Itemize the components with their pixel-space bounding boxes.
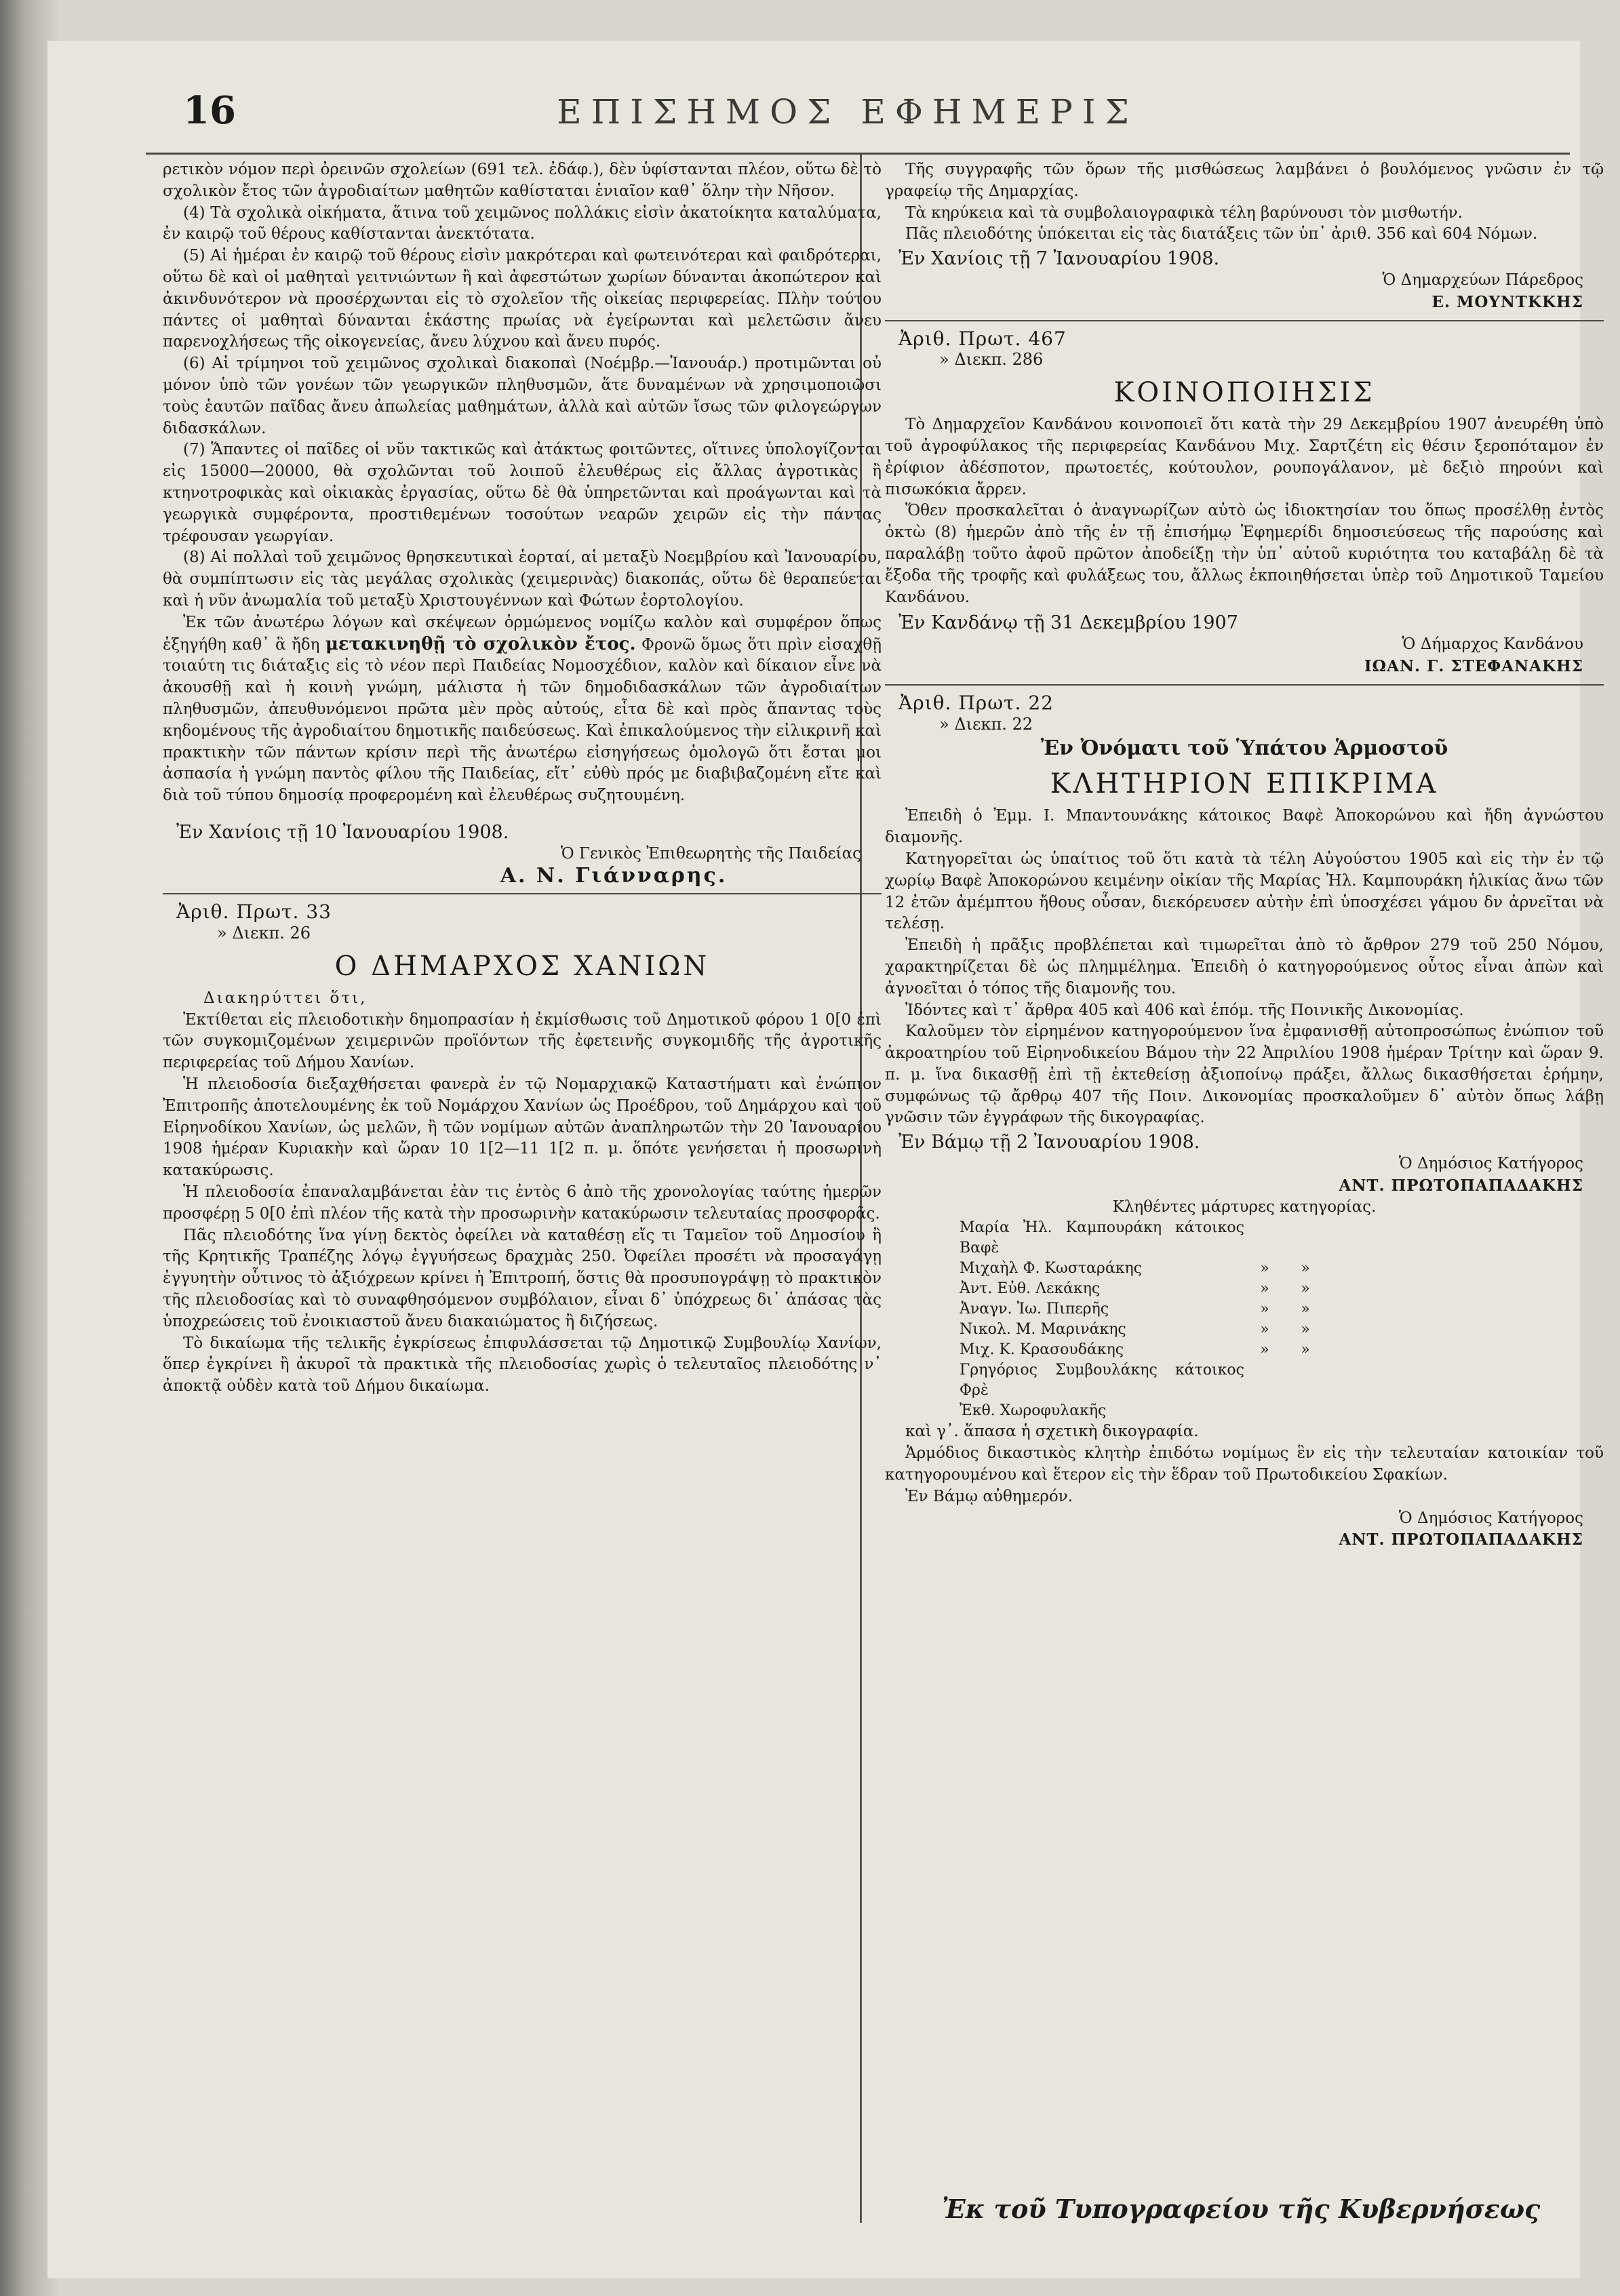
signer-role: Ὁ Δήμαρχος Κανδάνου (1402, 635, 1583, 654)
paragraph: Ἡ πλειοδοσία ἐπαναλαμβάνεται ἐὰν τις ἐντὸς 6 ἀπὸ τῆς χρονολογίας ταύτης ἡμερῶν προσφέρῃ 5 0[0 ἐπὶ πλέον τῆς κατὰ τὴν προσωρινὴν κατακύρωσιν τελευταίας προσφορᾶς. (163, 1183, 882, 1223)
page-number: 16 (183, 88, 236, 133)
publication-title: ΕΠΙΣΗΜΟΣ ΕΦΗΜΕΡΙΣ (557, 92, 1139, 132)
list-item (885, 1401, 1604, 1421)
paragraph: Ἰδόντες καὶ τ᾽ ἄρθρα 405 καὶ 406 καὶ ἑπόμ. τῆς Ποινικῆς Δικονομίας. (905, 1001, 1464, 1019)
ditto-mark: » (1301, 1321, 1310, 1339)
paragraph: (4) Τὰ σχολικὰ οἰκήματα, ἅτινα τοῦ χειμῶνος πολλάκις εἰσὶν ἀκατοίκητα καταλύματα, ἐν καιρῷ τοῦ θέρους καθίστανται ἀνεκτότατα. (163, 203, 882, 243)
ditto-mark: » (1260, 1280, 1269, 1298)
witness-name: Μαρία Ἠλ. Καμπουράκη κάτοικος Βαφὲ (960, 1219, 1244, 1257)
ditto-mark: » (1301, 1280, 1310, 1298)
header-rule (146, 153, 1570, 155)
witness-name: Ἐκθ. Χωροφυλακῆς (960, 1402, 1107, 1420)
paragraph: Ὅθεν προσκαλεῖται ὁ ἀναγνωρίζων αὐτὸ ὡς ἰδιοκτησίαν του ὅπως προσέλθῃ ἐντὸς ὀκτὼ (8) ἡμερῶν ἀπὸ τῆς ἐν τῇ ἐπισήμῳ Ἐφημερίδι δημοσιεύσεως τῆς παρούσης καὶ παραλάβῃ τοῦτο ἀφοῦ πρῶτον ἀποδείξῃ τὴν ὑπ᾽ αὐτοῦ κυριότητα του καταβάλῃ δὲ τὰ ἔξοδα τῆς τροφῆς καὶ φυλάξεως του, ἄλλως ἐκποιηθήσεται ὑπὲρ τοῦ Δημοτικοῦ Ταμείου Κανδάνου. (885, 502, 1604, 606)
paragraph: Πᾶς πλειοδότης ὑπόκειται εἰς τὰς διατάξεις τῶν ὑπ᾽ ἀριθ. 356 καὶ 604 Νόμων. (905, 225, 1538, 243)
paragraph: Τῆς συγγραφῆς τῶν ὅρων τῆς μισθώσεως λαμβάνει ὁ βουλόμενος γνῶσιν ἐν τῷ γραφείῳ τῆς Δημαρχίας. (885, 161, 1604, 200)
witness-name: Ἀντ. Εὐθ. Λεκάκης (960, 1280, 1101, 1298)
list-item (885, 1360, 1604, 1401)
signer-name: ΑΝΤ. ΠΡΩΤΟΠΑΠΑΔΑΚΗΣ (1339, 1176, 1583, 1195)
ditto-mark: » (1301, 1301, 1310, 1318)
signer-role: Ὁ Δημόσιος Κατήγορος (1398, 1155, 1583, 1173)
paragraph: (6) Αἱ τρίμηνοι τοῦ χειμῶνος σχολικαὶ διακοπαὶ (Νοέμβρ.—Ἰανουάρ.) προτιμῶνται οὐ μόνον ὑπὸ τῶν γονέων τῶν γεωργικῶν πληθυσμῶν, ἅτε δυναμένων νὰ χρησιμοποιῶσι τοὺς ἑαυτῶν παῖδας ἄνευ ἀπωλείας μαθημάτων, ἀλλὰ καὶ αὐτῶν ἴσως τῶν φιλογεώργων διδασκάλων. (163, 355, 882, 437)
ditto-mark: » (1301, 1341, 1310, 1359)
signer-role: Ὁ Γενικὸς Ἐπιθεωρητὴς τῆς Παιδείας (560, 844, 861, 863)
notice-subheading: Διακηρύττει ὅτι, (203, 989, 368, 1007)
list-item (885, 1299, 1604, 1320)
text: Φρονῶ ὅμως ὅτι πρὶν εἰσαχθῇ τοιαύτη τις διάταξις εἰς τὸ νέον περὶ Παιδείας Νομοσχέδιον, καλὸν καὶ δίκαιον εἶνε νὰ ἀκουσθῇ καὶ ἡ κοινὴ γνώμη, μάλιστα ἡ τῶν δημοδιδασκάλων τῶν ἀγροδιαίτων πληθυσμῶν, ἀπευθυνόμενοι πρῶτα μὲν πρὸς αὐτούς, εἶτα δὲ καὶ πρὸς ἅπαντας τοὺς κηδομένους τῆς ἀγροδιαίτου δημοτικῆς παιδεύσεως. Καὶ ἐπικαλούμενος τὴν εἰλικρινῆ καὶ πρακτικὴν τῶν πάντων κρίσιν περὶ τῆς ἀνωτέρω εἰσηγήσεως ὁμολογῶ ὅτι ἔσται μοι ἀσπασία ἡ γνώμη παντὸς φίλου τῆς Παιδείας, εἴτ᾽ εὐθὺ πρός με διαβιβαζομένη εἴτε καὶ διὰ τοῦ τύπου δημοσίᾳ προφερομένη καὶ ἐλευθέρως συζητουμένη. (163, 635, 882, 805)
reference-number: Ἀριθ. Πρωτ. 467 (898, 327, 1067, 350)
ditto-mark: » (1260, 1301, 1269, 1318)
text: Ἐκ τῶν ἀνωτέρω λόγων καὶ σκέψεων ὁρμώμενος νομίζω καλὸν καὶ συμφέρον ὅπως ἐξηγήθη καθ᾽ ἃ ἤδη (163, 613, 882, 654)
list-item (885, 1340, 1604, 1360)
paragraph: Καλοῦμεν τὸν εἰρημένον κατηγορούμενον ἵνα ἐμφανισθῇ αὐτοπροσώπως ἐνώπιον τοῦ ἀκροατηρίου τοῦ Εἰρηνοδικείου Βάμου τὴν 22 Ἀπριλίου 1908 ἡμέραν Τρίτην καὶ ὥραν 9. π. μ. ἵνα δικασθῇ ἐπὶ τῇ ἐκτεθείσῃ ἀξιοποίνῳ πράξει, ἄλλως δικασθήσεται ἐρήμην, συμφώνως τῷ ἄρθρῳ 407 τῆς Ποιν. Δικονομίας προσκαλοῦμεν δ᾽ αὐτὸν ὅπως λάβῃ γνῶσιν τῶν ἐγγράφων τῆς δικογραφίας. (885, 1023, 1604, 1127)
section-rule (163, 893, 882, 894)
witness-heading: Κληθέντες μάρτυρες κατηγορίας. (1112, 1198, 1377, 1216)
paragraph: Κατηγορεῖται ὡς ὑπαίτιος τοῦ ὅτι κατὰ τὰ τέλη Αὐγούστου 1905 καὶ εἰς τὴν ἐν τῷ χωρίῳ Βαφὲ Ἀποκορώνου κειμένην οἰκίαν τῆς Μαρίας Ἠλ. Καμπουράκη ἡλικίας ἄνω τῶν 12 ἐτῶν ἀμέμπτου ἤθους οὖσαν, διεκόρευσεν αὐτὴν ἐπὶ ὑποσχέσει γάμου δν ἀρνεῖται νὰ τελέσῃ. (885, 850, 1604, 933)
paragraph: Ἐπειδὴ ἡ πρᾶξις προβλέπεται καὶ τιμωρεῖται ἀπὸ τὸ ἄρθρον 279 τοῦ 250 Νόμου, χαρακτηρίζεται δὲ ὡς πλημμέλημα. Ἐπειδὴ ὁ κατηγορούμενος οὗτος εἶναι ἀπὼν καὶ ἀγνοεῖται ὁ τόπος τῆς διαμονῆς του. (885, 936, 1604, 997)
witness-name: Νικολ. Μ. Μαρινάκης (960, 1321, 1126, 1339)
witness-list (885, 1218, 1604, 1421)
paragraph: καὶ γ᾽. ἅπασα ἡ σχετικὴ δικογραφία. (905, 1423, 1199, 1441)
emphasis: μετακινηθῇ τὸ σχολικὸν ἔτος. (325, 633, 636, 654)
witness-name: Μιχ. Κ. Κρασουδάκης (960, 1341, 1124, 1359)
paragraph: ρετικὸν νόμον περὶ ὀρεινῶν σχολείων (691 τελ. ἐδάφ.), δὲν ὑφίστανται πλέον, οὕτω δὲ τὸ σχολικὸν ἔτος τῶν ἀγροδιαίτων μαθητῶν καθίσταται ἑνιαῖον καθ᾽ ὅλην τὴν Νῆσον. (163, 161, 882, 200)
ditto-mark (1244, 1360, 1285, 1401)
paragraph: (7) Ἅπαντες οἱ παῖδες οἱ νῦν τακτικῶς καὶ ἀτάκτως φοιτῶντες, οἵτινες ὑπολογίζονται εἰς 15000—20000, θὰ σχολῶνται τοῦ λοιποῦ ἐλευθέρως εἰς ἄλλας ἀγροτικὰς ἢ κτηνοτροφικὰς καὶ οἰκιακὰς ἐργασίας, οὕτω δὲ θὰ ὑπηρετῶνται καὶ προάγωνται καὶ τὰ γεωργικὰ συμφέροντα, προστιθεμένων τοσούτων νεαρῶν χειρῶν εἰς τὴν πάντας τρέφουσαν γεωργίαν. (163, 441, 882, 545)
signer-name: Α. Ν. Γιάνναρης. (500, 863, 728, 888)
signer-role: Ὁ Δημόσιος Κατήγορος (1398, 1509, 1583, 1527)
witness-name: Γρηγόριος Συμβουλάκης κάτοικος Φρὲ (960, 1362, 1244, 1400)
signer-name: ΑΝΤ. ΠΡΩΤΟΠΑΠΑΔΑΚΗΣ (1339, 1530, 1583, 1549)
dateline: Ἐν Χανίοις τῇ 10 Ἰανουαρίου 1908. (176, 821, 509, 843)
paragraph: (8) Αἱ πολλαὶ τοῦ χειμῶνος θρησκευτικαὶ ἑορταί, αἱ μεταξὺ Νοεμβρίου καὶ Ἰανουαρίου, θὰ συμπίπτωσιν εἰς τὰς μεγάλας σχολικὰς (χειμερινὰς) διακοπάς, οὕτω δὲ θεραπεύεται καὶ ἡ νῦν ἀνωμαλία τοῦ μεταξὺ Χριστουγέννων καὶ Φώτων ἑορτολογίου. (163, 549, 882, 610)
paragraph: Ἡ πλειοδοσία διεξαχθήσεται φανερὰ ἐν τῷ Νομαρχιακῷ Καταστήματι καὶ ἐνώπιον Ἐπιτροπῆς ἀποτελουμένης ἐκ τοῦ Νομάρχου Χανίων ὡς Προέδρου, τοῦ Δημάρχου καὶ τοῦ Εἰρηνοδίκου Χανίων, ὡς μελῶν, ἢ τῶν νομίμων αὐτῶν ἀναπληρωτῶν τὴν 20 Ἰανουαρίου 1908 ἡμέραν Κυριακὴν καὶ ὥραν 10 1[2—11 1[2 π. μ. ὅπότε γενήσεται ἡ προσωρινὴ κατακύρωσις. (163, 1075, 882, 1180)
right-column (885, 159, 1604, 1551)
signer-name: Ε. ΜΟΥΝΤΚΚΗΣ (1431, 292, 1583, 311)
dateline: Ἐν Χανίοις τῇ 7 Ἰανουαρίου 1908. (898, 248, 1220, 270)
left-column (163, 159, 882, 1398)
paragraph: Ἁρμόδιος δικαστικὸς κλητὴρ ἐπιδότω νομίμως ἓν εἰς τὴν τελευταίαν κατοικίαν τοῦ κατηγορουμένου καὶ ἕτερον εἰς τὴν ἕδραν τοῦ Πρωτοδικείου Σφακίων. (885, 1444, 1604, 1484)
ditto-mark (1285, 1401, 1326, 1421)
witness-name: Ἀναγν. Ἰω. Πιπερῆς (960, 1301, 1109, 1318)
witness-name: Μιχαὴλ Φ. Κωσταράκης (960, 1260, 1142, 1278)
reference-number: » Διεκπ. 26 (217, 924, 311, 943)
list-item (885, 1218, 1604, 1259)
section-rule (885, 684, 1604, 686)
signer-role: Ὁ Δημαρχεύων Πάρεδρος (1382, 271, 1583, 289)
paragraph: (5) Αἱ ἡμέραι ἐν καιρῷ τοῦ θέρους εἰσὶν μακρότεραι καὶ φωτεινότεραι καὶ φαιδρότεραι, οὕτω δὲ καὶ οἱ μαθηταὶ γειτνιώντων ἢ καὶ ἀφεστώτων χωρίων δύνανται ἀκοπώτερον καὶ ἀκινδυνότερον νὰ προσέρχωνται εἰς τὸ σχολεῖον τῆς οἰκείας περιφερείας. Πλὴν τούτου πάντες οἱ μαθηταὶ δύνανται ἑκάστης πρωίας νὰ ἐγείρωνται καὶ μελετῶσιν ἄνευ παρενοχλήσεως τῆς οἰκογενείας, ἄνευ λύχνου καὶ ἄνευ πυρός. (163, 247, 882, 351)
paragraph: Ἐπειδὴ ὁ Ἐμμ. Ι. Μπαντουνάκης κάτοικος Βαφὲ Ἀποκορώνου καὶ ἤδη ἀγνώστου διαμονῆς. (885, 807, 1604, 847)
notice-heading: Ο ΔΗΜΑΡΧΟΣ ΧΑΝΙΩΝ (334, 950, 710, 982)
dateline: Ἐν Βάμῳ τῇ 2 Ἰανουαρίου 1908. (898, 1132, 1200, 1153)
notice-heading: ΚΟΙΝΟΠΟΙΗΣΙΣ (1113, 377, 1375, 409)
paragraph: Τὸ δικαίωμα τῆς τελικῆς ἐγκρίσεως ἐπιφυλάσσεται τῷ Δημοτικῷ Συμβουλίῳ Χανίων, ὅπερ ἐγκρίνει ἢ ἀκυροῖ τὰ πρακτικὰ τῆς πλειοδοσίας χωρὶς ὁ τελευταῖος πλειοδότης ν᾽ ἀποκτᾷ οὐδὲν κατὰ τοῦ Δήμου δικαίωμα. (163, 1334, 882, 1396)
dateline: Ἐν Κανδάνῳ τῇ 31 Δεκεμβρίου 1907 (898, 612, 1238, 634)
printer-imprint: Ἐκ τοῦ Τυπογραφείου τῆς Κυβερνήσεως (941, 2194, 1541, 2224)
paragraph: Τὸ Δημαρχεῖον Κανδάνου κοινοποιεῖ ὅτι κατὰ τὴν 29 Δεκεμβρίου 1907 ἀνευρέθη ὑπὸ τοῦ ἀγροφύλακος τῆς περιφερείας Κανδάνου Μιχ. Σαρτζέτη εἰς θέσιν ξεροπόταμον ἐν ἐρίφιον ἀδέσποτον, πρωτοετές, κούτουλον, ρουπογάλανον, μὲ δεξιὸ πηρούνι καὶ πισωκόκια ἄρρεν. (885, 416, 1604, 498)
ditto-mark (1244, 1218, 1285, 1259)
page-header (122, 88, 1573, 149)
reference-number: Ἀριθ. Πρωτ. 22 (898, 691, 1054, 714)
notice-heading: ΚΛΗΤΗΡΙΟΝ ΕΠΙΚΡΙΜΑ (1050, 768, 1439, 800)
paragraph: Τὰ κηρύκεια καὶ τὰ συμβολαιογραφικὰ τέλη βαρύνουσι τὸν μισθωτήν. (905, 203, 1463, 222)
reference-number: Ἀριθ. Πρωτ. 33 (176, 900, 332, 924)
ditto-mark: » (1260, 1260, 1269, 1278)
notice-heading-sub: Ἐν Ὀνόματι τοῦ Ὑπάτου Ἁρμοστοῦ (1040, 736, 1448, 761)
ditto-mark: » (1260, 1321, 1269, 1339)
ditto-mark: » (1260, 1341, 1269, 1359)
list-item (885, 1320, 1604, 1340)
signer-name: ΙΩΑΝ. Γ. ΣΤΕΦΑΝΑΚΗΣ (1364, 656, 1583, 675)
section-rule (885, 320, 1604, 321)
paragraph (163, 612, 882, 807)
ditto-mark (1285, 1360, 1326, 1401)
list-item (885, 1279, 1604, 1299)
paragraph: Ἐν Βάμῳ αὐθημερόν. (905, 1487, 1073, 1505)
paragraph: Πᾶς πλειοδότης ἵνα γίνῃ δεκτὸς ὀφείλει νὰ καταθέσῃ εἴς τι Ταμεῖον τοῦ Δημοσίου ἢ τῆς Κρητικῆς Τραπέζης λόγῳ ἐγγυήσεως δραχμὰς 250. Ὀφείλει προσέτι νὰ προσαγάγῃ ἐγγυητὴν οὗτινος τὸ ἀξιόχρεων κρίνει ἡ Ἐπιτροπή, ὅστις θὰ προσυπογράψῃ τὸ πρακτικὸν τῆς πλειοδοσίας καὶ τὸ συναφθησόμενον συμβόλαιον, εἶναι δ᾽ ὑπόχρεως δι᾽ ἁπάσας τὰς ὑποχρεώσεις τοῦ ἐνοικιαστοῦ ἄνευ διακαιώματος ἢ διζήσεως. (163, 1226, 882, 1330)
list-item (885, 1259, 1604, 1279)
reference-number: » Διεκπ. 286 (939, 350, 1044, 370)
ditto-mark: » (1301, 1260, 1310, 1278)
paragraph: Ἐκτίθεται εἰς πλειοδοτικὴν δημοπρασίαν ἡ ἐκμίσθωσις τοῦ Δημοτικοῦ φόρου 1 0[0 ἐπὶ τῶν συγκομιζομένων χειμερινῶν προϊόντων τῆς ἐφετεινῆς συγκομιδῆς τῆς ἀγροτικῆς περιφερείας τοῦ Δήμου Χανίων. (163, 1010, 882, 1072)
reference-number: » Διεκπ. 22 (939, 714, 1033, 734)
ditto-mark (1285, 1218, 1326, 1259)
ditto-mark (1244, 1401, 1285, 1421)
